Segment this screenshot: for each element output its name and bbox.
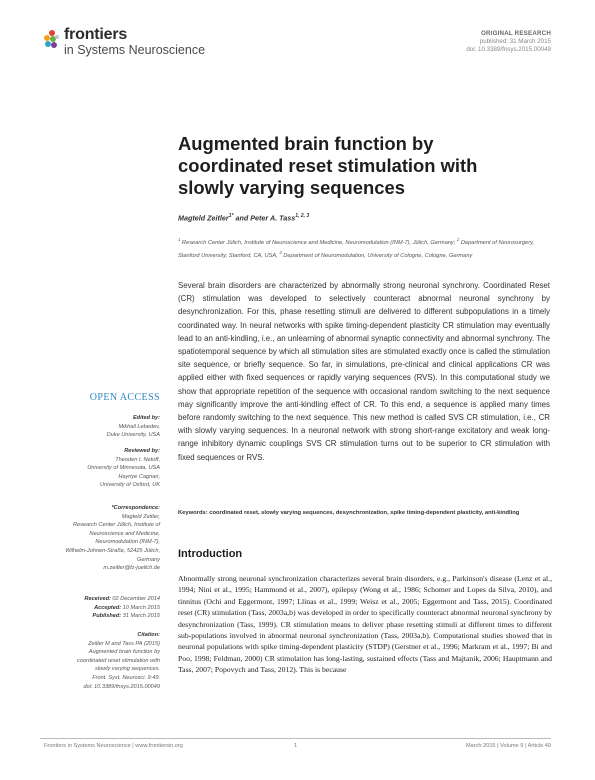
corr-line: Magteld Zeitler,: [121, 513, 160, 520]
page-number: 1: [294, 743, 298, 749]
edited-by-label: Edited by:: [132, 415, 160, 421]
title-line: Augmented brain function by: [178, 133, 434, 154]
received-date: 02 December 2014: [110, 596, 160, 602]
reviewer-affil: University of Oxford, UK: [100, 482, 160, 489]
affil-sup: 3: [279, 250, 282, 256]
open-access-badge: OPEN ACCESS: [89, 392, 160, 403]
article-type: ORIGINAL RESEARCH: [481, 30, 551, 37]
keywords: Keywords: coordinated reset, slowly varying sequences, desynchronization, spike timing-dependent plasticity, anti-kindling: [178, 510, 520, 516]
footer-volume: March 2015 | Volume 9 | Article 49: [466, 743, 551, 749]
citation-doi[interactable]: doi: 10.3389/fnsys.2015.00049: [83, 683, 160, 690]
affiliations: [178, 235, 550, 262]
doi-link[interactable]: doi: 10.3389/fnsys.2015.00049: [466, 46, 551, 53]
reviewer-name: Hayriye Cagnan,: [118, 473, 160, 480]
author-name[interactable]: Magteld Zeitler: [178, 213, 229, 223]
reviewed-by: [40, 447, 160, 490]
accepted-date: 10 March 2015: [121, 604, 160, 611]
affiliation: Research Center Jülich, Institute of Neuroscience and Medicine, Neuromodulation (INM-7), Jülich, Germany;: [180, 239, 457, 246]
accepted-label: Accepted:: [94, 604, 122, 611]
authors: [178, 213, 309, 222]
corr-line: Germany: [136, 556, 160, 563]
author-sup: 1, 2, 3: [295, 213, 310, 219]
published-label: Published:: [92, 613, 122, 620]
corr-email[interactable]: m.zeitler@fz-juelich.de: [103, 565, 160, 572]
published-date-side: 31 March 2015: [121, 613, 160, 620]
citation-line: slowly varying sequences.: [95, 666, 160, 673]
footer-journal[interactable]: Frontiers in Systems Neuroscience | www.frontiersin.org: [44, 743, 183, 749]
affiliation: Department of Neuromodulation, University of Cologne, Cologne, Germany: [281, 253, 473, 260]
affil-sup: 1: [178, 237, 181, 242]
editor-name: Mikhail Lebedev,: [118, 423, 160, 430]
article-meta: [466, 30, 551, 54]
citation-line: Front. Syst. Neurosci. 9:49.: [92, 674, 160, 681]
journal-logo: [44, 27, 205, 57]
section-heading: Introduction: [178, 548, 243, 560]
reviewer-affil: University of Minnesota, USA: [87, 465, 160, 472]
affiliation: Department of Neurosurgery, Stanford University, Stanford, CA, USA,: [178, 239, 535, 260]
correspondence: [40, 504, 160, 573]
reviewer-name: Theoden I. Netoff,: [115, 456, 160, 463]
dates: [40, 595, 160, 621]
affil-sup: 2: [456, 237, 460, 242]
abstract: Several brain disorders are characterized by abnormally strong neuronal synchrony. Coordinated Reset (CR) stimulation was developed to selectively counteract abnormal neuronal synchrony by desynchronization. For this, phase resetting stimuli are delivered to different subpopulations in a timely coordinated way. In neural networks with spike timing-dependent plasticity CR stimulation may eventually lead to an anti-kindling, i.e., an unlearning of abnormal synaptic connectivity and abnormal synchrony. The spatiotemporal sequence by which all stimulation sites are stimulated exactly once is called the stimulation site sequence, or briefly sequence. So far, in simulations, pre-clinical and clinical applications CR was applied either with fixed sequences or rapidly varying sequences (RVS). In this computational study we show that appropriate repetition of the sequence with occasional random switching to the next sequence may significantly improve the anti-kindling effect of CR. To this end, a sequence is applied many times before randomly switching to the next sequence. This new method is called SVS CR stimulation, i.e., CR with slowly varying sequences. In a neuronal network with strong short-range excitatory and weak long-range inhibitory dynamic couplings SVS CR stimulation turns out to be superior to CR stimulation with fixed sequences or RVS.: [178, 281, 550, 462]
edited-by: [40, 414, 160, 440]
corr-line: Neuromodulation (INM-7),: [95, 539, 160, 546]
editor-affil: Duke University, USA: [106, 432, 160, 439]
corr-line: Neuroscience and Medicine,: [89, 530, 160, 537]
citation-line: coordinated reset stimulation with: [76, 657, 160, 664]
accepted-row: [40, 604, 160, 613]
title-line: coordinated reset stimulation with: [178, 155, 478, 176]
citation-line: Zeitler M and Tass PA (2015): [88, 640, 160, 647]
received-label: Received:: [84, 596, 111, 602]
citation-line: Augmented brain function by: [88, 649, 160, 656]
correspondence-label: *Correspondence:: [111, 505, 160, 511]
citation-label: Citation:: [137, 632, 160, 638]
reviewed-by-label: Reviewed by:: [124, 448, 160, 454]
published-date: published: 31 March 2015: [479, 38, 551, 45]
brand-name: frontiers: [64, 26, 128, 43]
published-row: [40, 612, 160, 621]
author-sup: 1*: [228, 213, 234, 219]
corr-line: Research Center Jülich, Institute of: [72, 522, 160, 529]
received-row: [40, 595, 160, 604]
corr-line: Wilhelm-Johnen-Straße, 52425 Jülich,: [65, 547, 160, 554]
intro-paragraph: Abnormally strong neuronal synchronization characterizes several brain disorders, e.g., Parkinson's disease (Lenz et al., 1994; Nini et al., 1995; Hammond et al., 2007), epilepsy (Wong et al., 1986; Schomer and Lopes da Silva, 2010), and tinnitus (Ochi and Eggermont, 1997; Llinas et al., 1999; Weisz et al., 2005; Eggermont and Tass, 2015). Coordinated reset (CR) stimulation (Tass, 2003a,b) was developed in order to specifically counteract abnormal neuronal synchrony by desynchronization (Tass, 1999). CR stimulation means to deliver phase resetting stimuli at different times to different sub-populations involved in abnormal neuronal synchronization (Tass, 2003a,b). Computational studies showed that in neuronal populations with spike timing-dependent plasticity (STDP) (Gerstner et al., 1996; Markram et al., 1997; Bi and Poo, 1998; Feldman, 2000) CR stimulation has long-lasting, sustained effects (Tass and Majtanik, 2006; Hauptmann and Tass, 2007; Popovych and Tass, 2012). This is because: [178, 574, 552, 675]
journal-name: in Systems Neuroscience: [64, 43, 206, 57]
citation: [40, 631, 160, 691]
author-conj: and: [233, 213, 251, 223]
footer-divider: [40, 738, 551, 739]
frontiers-logo-icon: [44, 30, 60, 50]
author-name[interactable]: Peter A. Tass: [250, 213, 296, 223]
article-title: [178, 133, 558, 199]
title-line: slowly varying sequences: [178, 177, 405, 198]
